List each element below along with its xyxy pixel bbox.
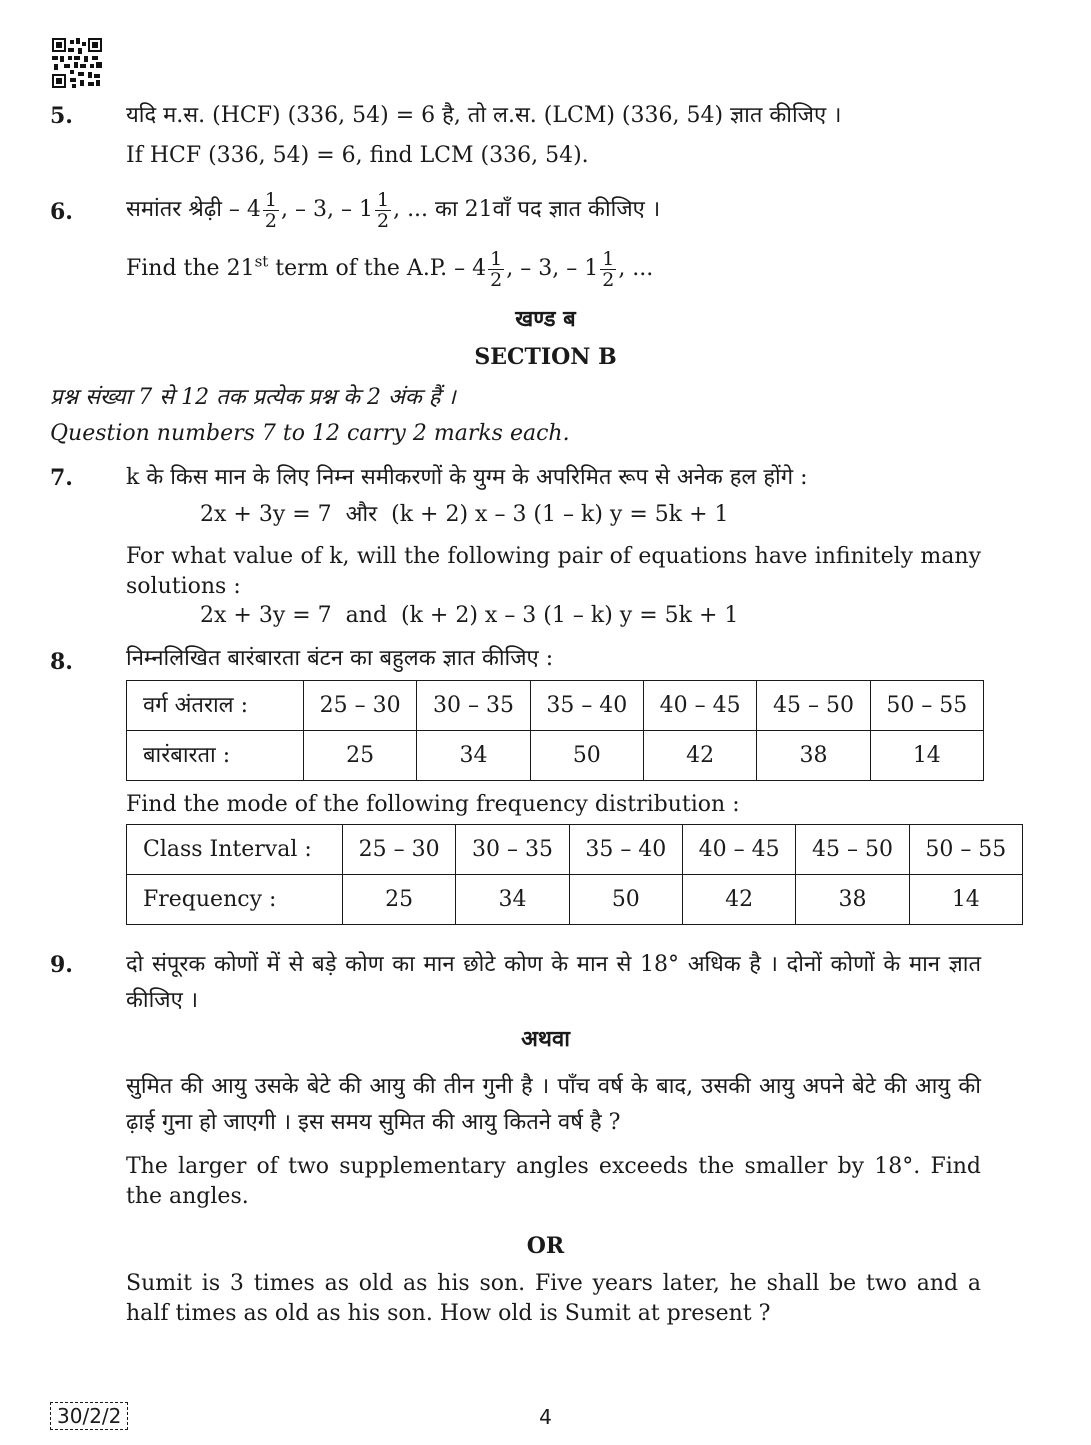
interval-cell: 35 – 40 xyxy=(530,681,643,731)
term-1-fraction xyxy=(488,249,504,290)
term-1-whole: – 4 xyxy=(454,256,487,281)
question-7-english: For what value of k, will the following pair of equations have infinitely many solutions : xyxy=(126,544,981,599)
interval-cell: 35 – 40 xyxy=(569,825,682,875)
frequency-cell: 34 xyxy=(456,875,569,925)
qr-code-icon xyxy=(52,38,102,88)
interval-cell: 30 – 35 xyxy=(417,681,530,731)
frequency-table-hindi xyxy=(126,680,984,781)
table-row xyxy=(127,875,1023,925)
fraction-numerator: 1 xyxy=(490,247,503,270)
term-2: , – 3, xyxy=(506,256,567,281)
question-6-english-prefix: Find the 21 xyxy=(126,256,255,281)
interval-cell: 30 – 35 xyxy=(456,825,569,875)
fraction-numerator: 1 xyxy=(602,247,615,270)
frequency-cell: 50 xyxy=(530,731,643,781)
table-row xyxy=(127,681,984,731)
question-6-english-mid: term of the A.P. xyxy=(268,256,448,281)
frequency-cell: 38 xyxy=(796,875,909,925)
interval-cell: 50 – 55 xyxy=(909,825,1022,875)
sequence-tail: , ... xyxy=(393,197,429,222)
interval-cell: 40 – 45 xyxy=(682,825,795,875)
frequency-table-english xyxy=(126,824,1023,925)
interval-cell: 45 – 50 xyxy=(796,825,909,875)
term-3-fraction xyxy=(375,190,391,231)
question-9-hindi-main: दो संपूरक कोणों में से बड़े कोण का मान छोटे कोण के मान से 18° अधिक है । दोनों कोणों के मान ज्ञात कीजिए । xyxy=(126,952,981,1013)
frequency-cell: 42 xyxy=(682,875,795,925)
question-5-hindi: यदि म.स. (HCF) (336, 54) = 6 है, तो ल.स. (LCM) (336, 54) ज्ञात कीजिए । xyxy=(126,103,842,128)
equation-pair-english: 2x + 3y = 7 and (k + 2) x – 3 (1 – k) y = 5k + 1 xyxy=(200,603,739,628)
question-number: 5. xyxy=(50,103,73,129)
table-row xyxy=(127,731,984,781)
marks-note-english: Question numbers 7 to 12 carry 2 marks each. xyxy=(50,421,570,446)
fraction-numerator: 1 xyxy=(264,188,278,211)
term-1-fraction xyxy=(263,190,279,231)
frequency-cell: 42 xyxy=(643,731,756,781)
row-label: वर्ग अंतराल : xyxy=(127,681,304,731)
question-9-english-alternative: Sumit is 3 times as old as his son. Five years later, he shall be two and a half times as old as his son. How old is Sumit at present ? xyxy=(126,1271,981,1326)
ordinal-superscript: st xyxy=(254,252,269,271)
term-3-whole: – 1 xyxy=(340,197,373,222)
question-number: 7. xyxy=(50,465,73,491)
interval-cell: 50 – 55 xyxy=(870,681,983,731)
row-label: Frequency : xyxy=(127,875,343,925)
paper-code: 30/2/2 xyxy=(50,1402,128,1430)
term-2: , – 3, xyxy=(281,197,341,222)
question-6-hindi-prefix: समांतर श्रेढ़ी xyxy=(126,197,222,222)
interval-cell: 25 – 30 xyxy=(304,681,417,731)
frequency-cell: 38 xyxy=(757,731,870,781)
question-8-english: Find the mode of the following frequency distribution : xyxy=(126,792,740,817)
term-3-whole: – 1 xyxy=(566,256,599,281)
marks-note-hindi: प्रश्न संख्या 7 से 12 तक प्रत्येक प्रश्न के 2 अंक हैं । xyxy=(50,385,456,410)
question-5-english: If HCF (336, 54) = 6, find LCM (336, 54). xyxy=(126,143,589,168)
interval-cell: 40 – 45 xyxy=(643,681,756,731)
question-number: 6. xyxy=(50,199,73,225)
section-heading-english: SECTION B xyxy=(474,344,617,370)
section-heading-hindi: खण्ड ब xyxy=(515,306,576,332)
row-label: Class Interval : xyxy=(127,825,343,875)
interval-cell: 45 – 50 xyxy=(757,681,870,731)
question-8-hindi: निम्नलिखित बारंबारता बंटन का बहुलक ज्ञात कीजिए : xyxy=(126,646,554,671)
question-6-hindi-suffix: का 21वाँ पद ज्ञात कीजिए । xyxy=(435,197,661,222)
row-label: बारंबारता : xyxy=(127,731,304,781)
question-7-hindi: k के किस मान के लिए निम्न समीकरणों के युग्म के अपरिमित रूप से अनेक हल होंगे : xyxy=(126,465,808,490)
fraction-denominator: 2 xyxy=(490,268,503,291)
fraction-denominator: 2 xyxy=(602,268,615,291)
term-1-whole: – 4 xyxy=(228,197,261,222)
question-number: 8. xyxy=(50,649,73,675)
fraction-denominator: 2 xyxy=(376,209,390,232)
fraction-denominator: 2 xyxy=(264,209,278,232)
table-row xyxy=(127,825,1023,875)
frequency-cell: 14 xyxy=(870,731,983,781)
frequency-cell: 50 xyxy=(569,875,682,925)
question-number: 9. xyxy=(50,952,73,978)
interval-cell: 25 – 30 xyxy=(343,825,456,875)
frequency-cell: 34 xyxy=(417,731,530,781)
frequency-cell: 25 xyxy=(304,731,417,781)
frequency-cell: 25 xyxy=(343,875,456,925)
frequency-cell: 14 xyxy=(909,875,1022,925)
question-6-hindi xyxy=(126,180,660,240)
equation-pair-hindi: 2x + 3y = 7 और (k + 2) x – 3 (1 – k) y = 5k + 1 xyxy=(200,502,729,527)
question-9-english-main: The larger of two supplementary angles exceeds the smaller by 18°. Find the angles. xyxy=(126,1154,981,1209)
question-6-english xyxy=(126,239,653,299)
page-number: 4 xyxy=(539,1405,552,1429)
fraction-numerator: 1 xyxy=(376,188,390,211)
question-9-hindi-alternative: सुमित की आयु उसके बेटे की आयु की तीन गुनी है । पाँच वर्ष के बाद, उसकी आयु अपने बेटे की आयु की ढ़ाई गुना हो जाएगी । इस समय सुमित की आयु कितने वर्ष है ? xyxy=(126,1074,981,1135)
term-3-fraction xyxy=(600,249,616,290)
or-label-english: OR xyxy=(526,1233,565,1259)
or-label-hindi: अथवा xyxy=(521,1026,570,1052)
sequence-tail: , ... xyxy=(618,256,654,281)
